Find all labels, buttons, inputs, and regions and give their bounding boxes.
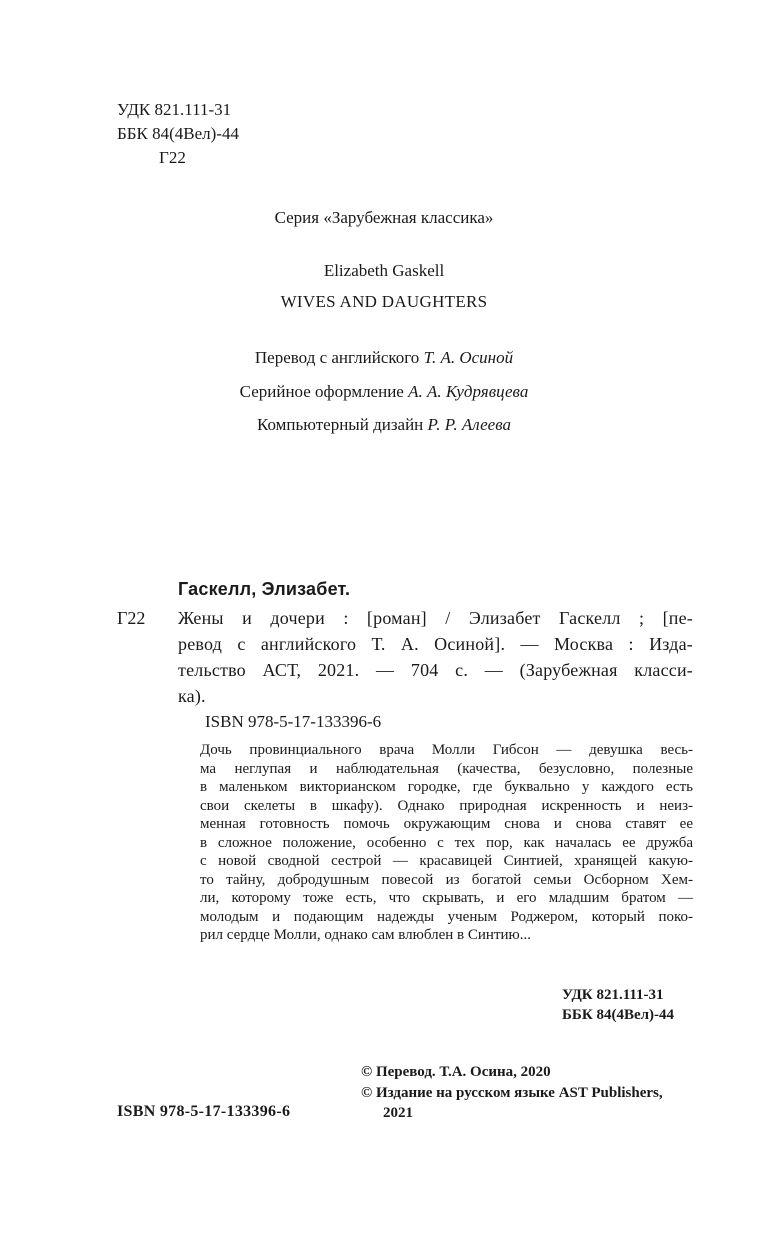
annotation-line: менная готовность помочь окружающим снова и снова ставят ее — [200, 816, 693, 832]
copyright-year: 2021 — [383, 1105, 413, 1121]
annotation-line: то тайну, добродушным повесой из богатой семьи Осборном Хем- — [200, 871, 693, 888]
udk-code: УДК 821.111-31 — [117, 100, 232, 119]
bbk-code-bottom: ББК 84(4Вел)-44 — [562, 1007, 675, 1023]
udk-code-bottom: УДК 821.111-31 — [562, 987, 664, 1003]
record-heading: Гаскелл, Элизабет. — [178, 579, 351, 599]
annotation-line: Дочь провинциального врача Молли Гибсон — девушка весь- — [200, 742, 693, 758]
bottom-classification-codes — [562, 985, 674, 1025]
credit-label: Серийное оформление — [239, 382, 404, 401]
credit-name: А. А. Кудрявцева — [408, 382, 529, 401]
credit-translation — [0, 346, 768, 370]
record-line: ка). — [178, 686, 206, 706]
annotation — [200, 741, 693, 945]
credit-name: Р. Р. Алеева — [427, 415, 511, 434]
original-author: Elizabeth Gaskell — [323, 261, 445, 280]
annotation-line: молодым и подающим надежды ученым Роджером, который поко- — [200, 908, 693, 925]
copyright-translation: © Перевод. Т.А. Осина, 2020 — [361, 1064, 551, 1080]
credit-name: Т. А. Осиной — [423, 348, 514, 367]
annotation-line: ли, которому тоже есть, что скрывать, и его младшим братом — — [200, 890, 693, 906]
classification-codes — [117, 98, 239, 170]
annotation-line: в сложное положение, особенно с тех пор, как началась ее дружба — [200, 834, 693, 851]
annotation-line: свои скелеты в шкафу). Однако природная искренность и неиз- — [200, 797, 693, 814]
record-line: тельство АСТ, 2021. — 704 с. — (Зарубежная класси- — [178, 660, 693, 680]
annotation-line: с новой сводной сестрой — красавицей Синтией, хранящей какую- — [200, 853, 693, 869]
record-line: Жены и дочери : [роман] / Элизабет Гаскелл ; [пе- — [178, 608, 693, 628]
author-mark: Г22 — [159, 148, 186, 167]
credit-series-design — [0, 380, 768, 404]
copyright-edition: © Издание на русском языке AST Publishers, — [361, 1084, 663, 1101]
record-description — [178, 605, 693, 709]
copyright-block — [361, 1062, 663, 1124]
record-mark: Г22 — [117, 608, 146, 628]
annotation-line: рил сердце Молли, однако сам влюблен в Синтию... — [200, 927, 531, 943]
bbk-code: ББК 84(4Вел)-44 — [117, 124, 239, 143]
annotation-line: ма неглупая и наблюдательная (качества, безусловно, полезные — [200, 760, 693, 777]
credit-label: Перевод с английского — [254, 348, 420, 367]
series-line: Серия «Зарубежная классика» — [274, 208, 494, 227]
isbn-bottom: ISBN 978-5-17-133396-6 — [117, 1103, 291, 1120]
record-isbn: ISBN 978-5-17-133396-6 — [205, 712, 382, 731]
record-line: ревод с английского Т. А. Осиной]. — Москва : Изда- — [178, 634, 693, 654]
original-title: WIVES AND DAUGHTERS — [280, 292, 488, 311]
credit-label: Компьютерный дизайн — [256, 415, 424, 434]
credit-computer-design — [0, 413, 768, 437]
annotation-line: в маленьком викторианском городке, где буквально у каждого есть — [200, 779, 693, 795]
